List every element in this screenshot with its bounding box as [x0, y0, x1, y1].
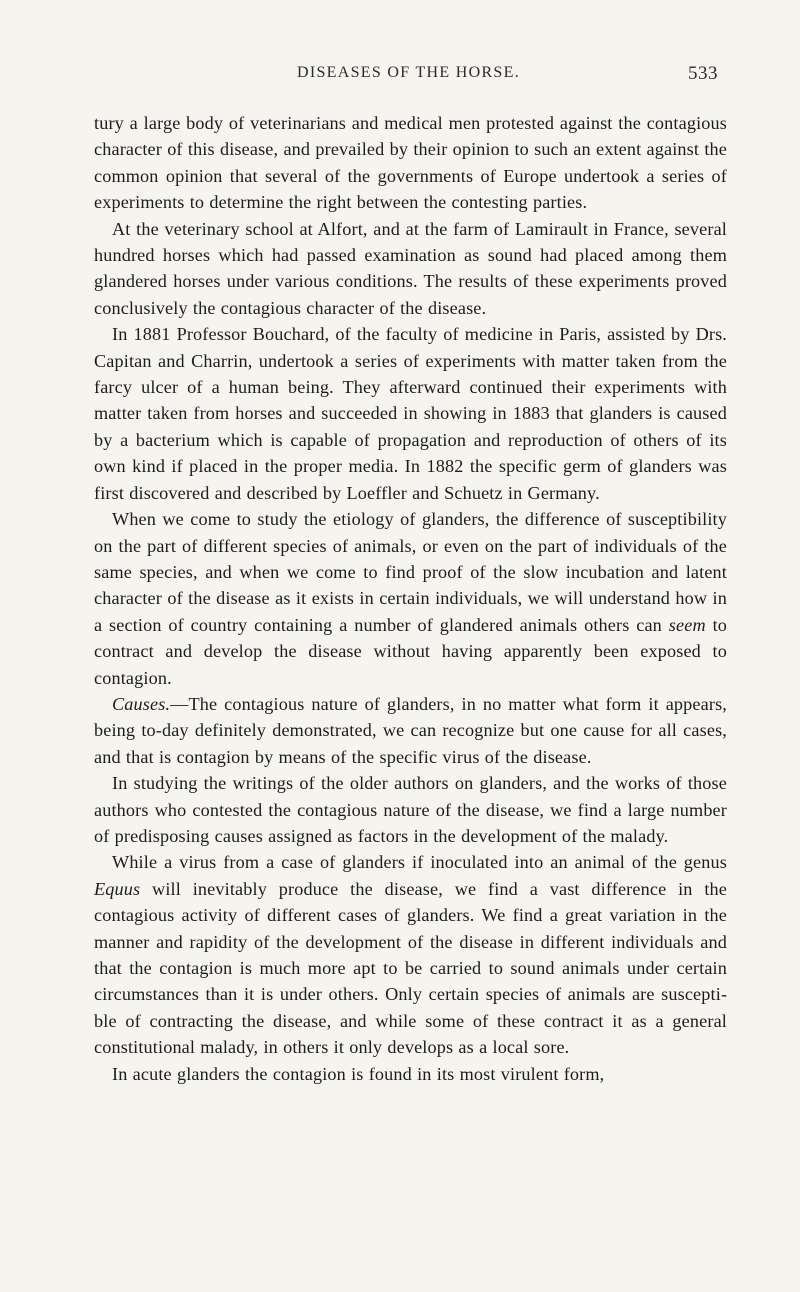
paragraph-8: In acute glanders the contagion is found in its most virulent form,: [112, 1063, 605, 1084]
paragraph-3: In 1881 Professor Bouchard, of the faculty of medicine in Paris, assisted by Drs. Capitan and Charrin, undertook a series of experiments with matter taken from the farcy ulcer of a human being. They afterward continued their experiments with matter taken from horses and succeeded in showing in 1883 that glanders is caused by a bacterium which is capable of propagation and reproduction of others of its own kind if placed in the proper media. In 1882 the specific germ of glanders was first discovered and described by Loeffler and Schuetz in Germany.: [94, 324, 727, 503]
section-heading-causes: Causes.: [112, 693, 171, 714]
running-head: [0, 64, 800, 86]
paragraph-1: tury a large body of veterinarians and medical men protested against the contagious character of this disease, and prevailed by their opinion to such an extent against the common opinion that several of the governments of Europe undertook a series of experiments to determine the right between the contesting parties.: [94, 113, 727, 213]
emphasis-equus: Equus: [94, 878, 141, 899]
paragraph-4-text-b: to contract and develop the disease without having apparently been exposed to contagion.: [94, 614, 728, 688]
paragraph-causes: [94, 691, 727, 770]
paragraph-7-text-a: While a virus from a case of glanders if inoculated into an animal of the genus: [112, 852, 727, 873]
paragraph-7-text-b: will inevitably produce the disease, we find a vast difference in the contagious activity of different cases of glanders. We find a great variation in the manner and rapidity of the development of the disease in different individuals and that the contagion is much more apt to be carried to sound animals under certain circumstances than it is under others. Only certain species of animals are susceptible of contracting the disease, and while some of these contract it as a general constitutional malady, in others it only develops as a local sore.: [94, 878, 727, 1058]
paragraph-4: [94, 506, 727, 691]
running-title: DISEASES OF THE HORSE.: [297, 64, 520, 81]
emphasis-seem: seem: [668, 614, 706, 635]
paragraph-2: At the veterinary school at Alfort, and at the farm of Lamirault in France, several hundred horses which had passed examination as sound had placed among them glandered horses under various conditions. The results of these experiments proved conclusively the contagious character of the disease.: [94, 218, 727, 318]
page-number: 533: [688, 63, 718, 84]
paragraph-causes-text: —The contagious nature of glanders, in no matter what form it appears, being to-day definitely demonstrated, we can recognize but one cause for all cases, and that is contagion by means of the specific virus of the disease.: [94, 693, 727, 767]
paragraph-7: [94, 849, 727, 1060]
paragraph-4-text-a: When we come to study the etiology of glanders, the difference of susceptibility on the part of different species of animals, or even on the part of individuals of the same species, and when we come to find proof of the slow incubation and latent character of the disease as it exists in certain individuals, we will understand how in a section of country containing a number of glandered animals others can: [94, 509, 727, 635]
paragraph-6: In studying the writings of the older authors on glanders, and the works of those authors who contested the contagious nature of the disease, we find a large number of predisposing causes assigned as factors in the development of the malady.: [94, 773, 727, 846]
body-text: [94, 110, 727, 1087]
